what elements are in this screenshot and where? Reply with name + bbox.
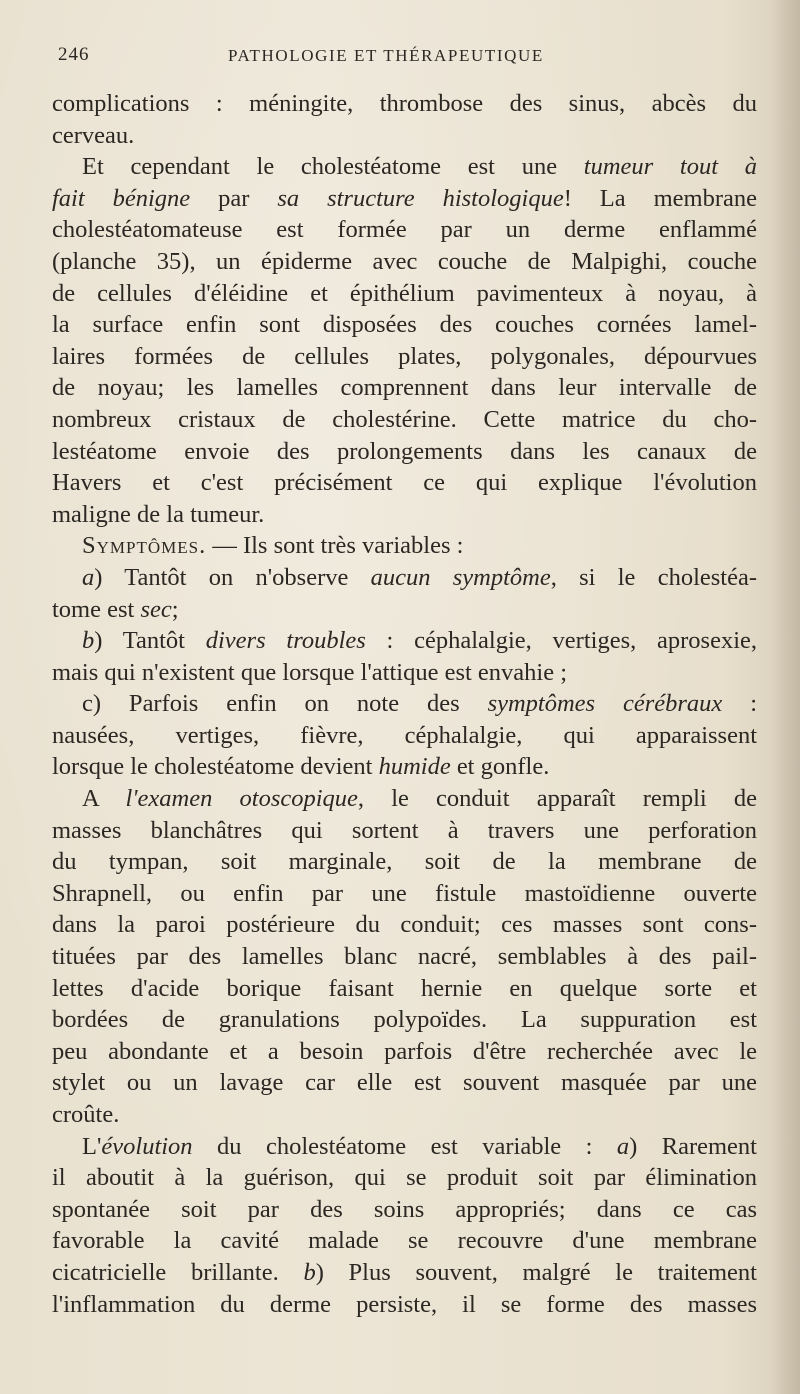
text-line: lestéatome envoie des prolongements dans les canaux de xyxy=(52,437,757,465)
body-text xyxy=(52,88,757,1320)
text-line xyxy=(52,783,757,815)
italic-run: aucun symptôme xyxy=(370,563,551,591)
text-line xyxy=(52,530,757,562)
text-run: et gonfle. xyxy=(450,753,550,781)
text-line: de cellules d'éléidine et épithélium pavimenteux à noyau, à xyxy=(52,279,757,307)
text-run: ; xyxy=(171,595,179,623)
text-line: Shrapnell, ou enfin par une fistule mastoïdienne ouverte xyxy=(52,879,757,907)
text-line xyxy=(52,594,757,626)
italic-run: a xyxy=(616,1132,630,1160)
text-line xyxy=(52,151,757,183)
text-line: cerveau. xyxy=(52,121,135,149)
text-run: — Ils sont très variables : xyxy=(206,532,464,560)
italic-run: a xyxy=(82,563,95,591)
text-run: par xyxy=(190,184,278,212)
text-run: ) Rarement xyxy=(629,1132,757,1160)
text-run: ) Tantôt xyxy=(94,627,206,655)
text-line: stylet ou un lavage car elle est souvent masquée par une xyxy=(52,1069,757,1097)
text-run: L' xyxy=(82,1132,102,1160)
text-run: ) Plus souvent, malgré le traitement xyxy=(315,1258,757,1286)
italic-run: symptômes cérébraux xyxy=(487,690,723,718)
running-title: PATHOLOGIE ET THÉRAPEUTIQUE xyxy=(228,46,544,65)
text-line: tituées par des lamelles blanc nacré, semblables à des pail- xyxy=(52,943,757,971)
text-line: dans la paroi postérieure du conduit; ces masses sont cons- xyxy=(52,911,757,939)
italic-run: humide xyxy=(378,753,451,781)
text-line: lettes d'acide borique faisant hernie en quelque sorte et xyxy=(52,974,757,1002)
text-line: Havers et c'est précisément ce qui explique l'évolution xyxy=(52,469,757,497)
text-line: cholestéatomateuse est formée par un derme enflammé xyxy=(52,216,757,244)
italic-run: divers troubles xyxy=(205,627,366,655)
page-number: 246 xyxy=(58,44,90,65)
text-line: favorable la cavité malade se recouvre d'une membrane xyxy=(52,1227,757,1255)
text-run: tome est xyxy=(52,595,141,623)
text-run: lorsque le cholestéatome devient xyxy=(52,753,379,781)
text-line: du tympan, soit marginale, soit de la membrane de xyxy=(52,848,757,876)
running-head xyxy=(58,44,758,74)
text-line: bordées de granulations polypoïdes. La suppuration est xyxy=(52,1006,757,1034)
text-run: Et cependant le cholestéatome est une xyxy=(82,153,584,181)
text-run: : céphalalgie, vertiges, aprosexie, xyxy=(365,627,758,655)
section-heading: Symptômes. xyxy=(82,532,207,560)
text-line: l'inflammation du derme persiste, il se forme des masses xyxy=(52,1290,757,1318)
italic-run: sec xyxy=(140,595,172,623)
text-line: laires formées de cellules plates, polygonales, dépourvues xyxy=(52,342,757,370)
text-line: la surface enfin sont disposées des couches cornées lamel- xyxy=(52,311,757,339)
text-run: : xyxy=(722,690,758,718)
text-line: masses blanchâtres qui sortent à travers une perforation xyxy=(52,816,757,844)
text-line xyxy=(52,1257,757,1289)
text-run: A xyxy=(82,785,126,813)
text-line: spontanée soit par des soins appropriés; dans ce cas xyxy=(52,1195,757,1223)
text-line: peu abondante et a besoin parfois d'être recherchée avec le xyxy=(52,1037,757,1065)
text-run: , si le cholestéa- xyxy=(550,563,757,591)
text-line: maligne de la tumeur. xyxy=(52,500,265,528)
italic-run: b xyxy=(303,1258,316,1286)
text-line xyxy=(52,183,757,215)
text-run: cicatricielle brillante. xyxy=(52,1258,304,1286)
text-line: de noyau; les lamelles comprennent dans leur intervalle de xyxy=(52,374,757,402)
text-run: ) Tantôt on n'observe xyxy=(94,563,371,591)
text-line: il aboutit à la guérison, qui se produit soit par élimination xyxy=(52,1164,757,1192)
italic-run: fait bénigne xyxy=(52,184,191,212)
text-run: , le conduit apparaît rempli de xyxy=(357,785,757,813)
text-line: croûte. xyxy=(52,1101,120,1128)
text-line: nombreux cristaux de cholestérine. Cette matrice du cho- xyxy=(52,405,757,433)
text-line: nausées, vertiges, fièvre, céphalalgie, qui apparaissent xyxy=(52,721,757,749)
text-line xyxy=(52,751,757,783)
italic-run: l'examen otoscopique xyxy=(125,785,358,813)
text-line: complications : méningite, thrombose des sinus, abcès du xyxy=(52,90,757,117)
italic-run: évolution xyxy=(101,1132,193,1160)
text-run: c) Parfois enfin on note des xyxy=(82,690,488,718)
text-line: mais qui n'existent que lorsque l'attique est envahie ; xyxy=(52,658,568,686)
page-edge-shadow xyxy=(770,0,800,1394)
text-line xyxy=(52,688,757,720)
italic-run: sa structure histologique xyxy=(277,184,564,212)
text-line xyxy=(52,625,757,657)
text-line xyxy=(52,1131,757,1163)
text-run: ! La membrane xyxy=(563,184,757,212)
text-run: du cholestéatome est variable : xyxy=(192,1132,617,1160)
italic-run: tumeur tout à xyxy=(583,153,758,181)
text-line: (planche 35), un épiderme avec couche de Malpighi, couche xyxy=(52,247,757,275)
italic-run: b xyxy=(82,627,95,655)
text-line xyxy=(52,562,757,594)
